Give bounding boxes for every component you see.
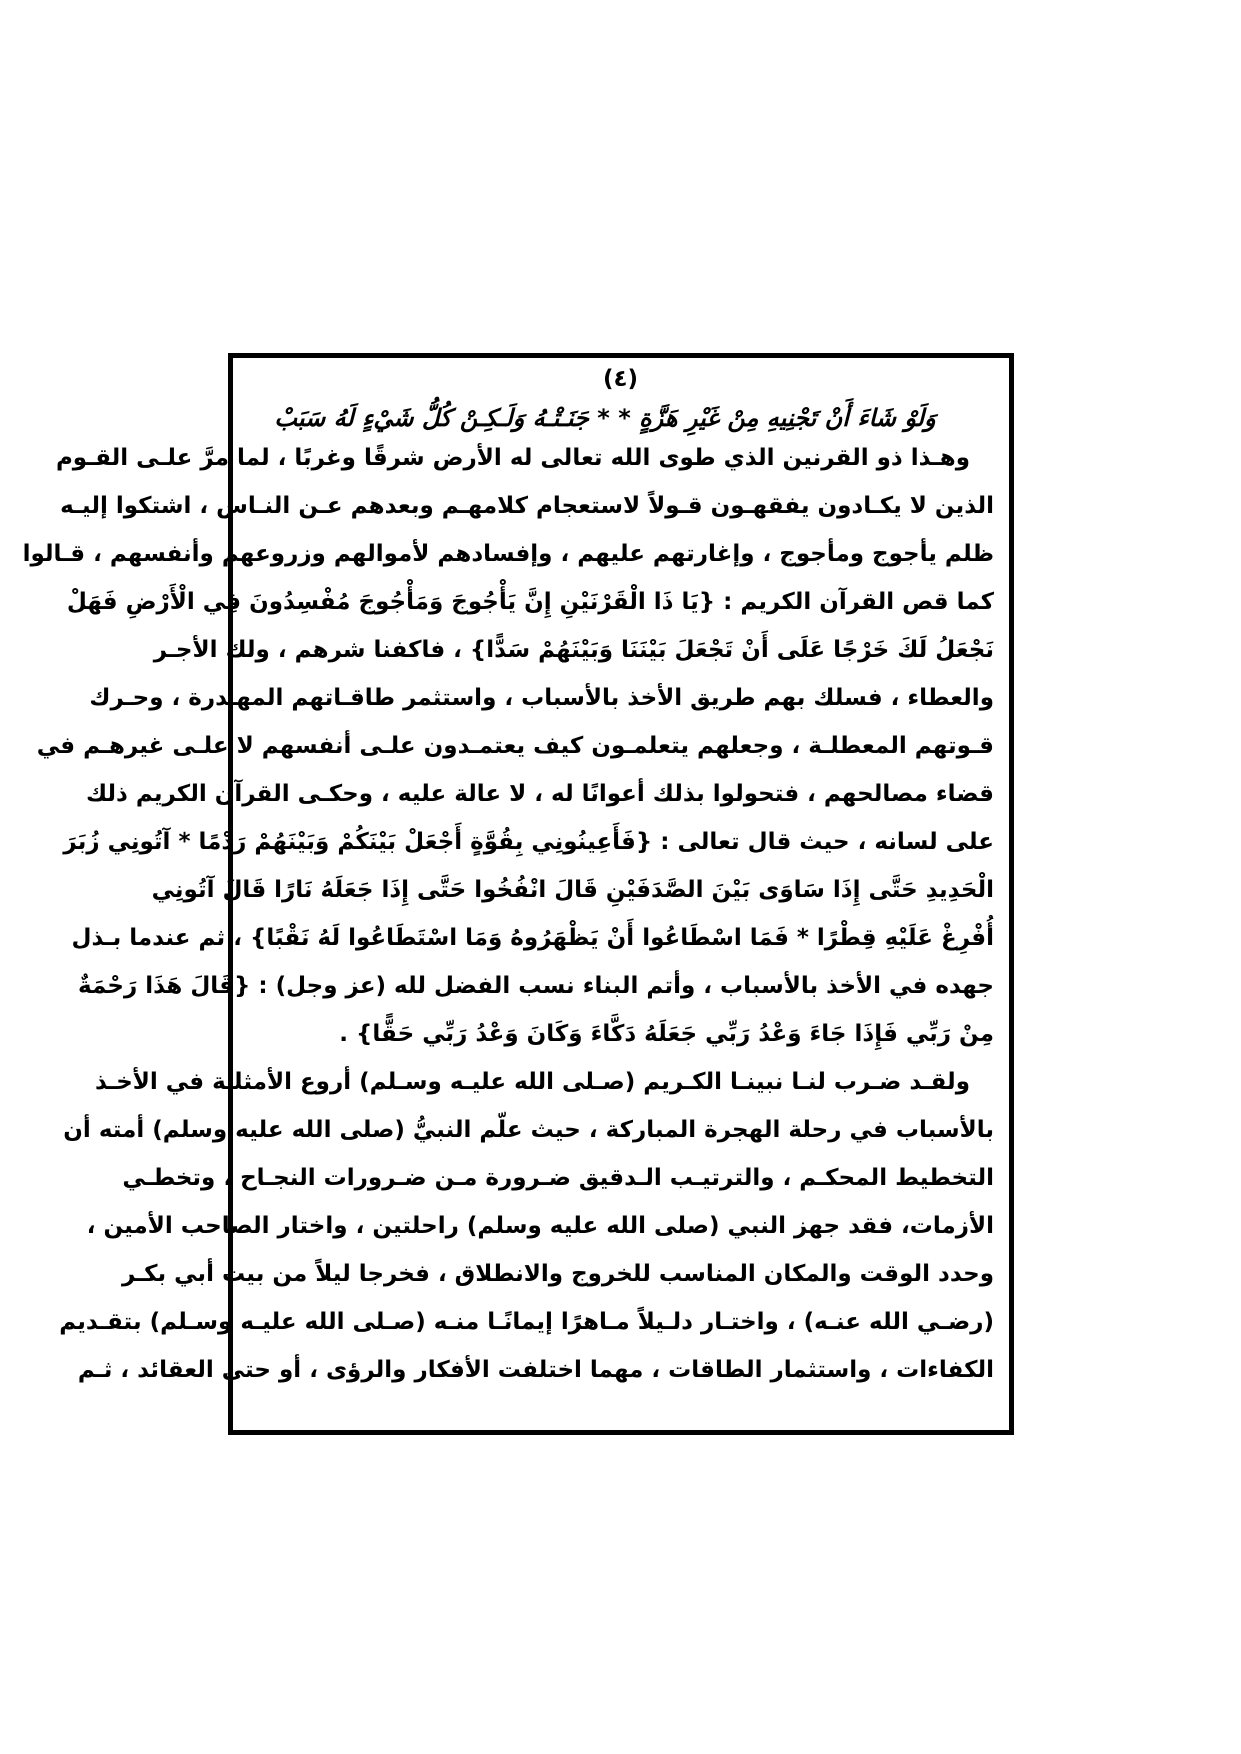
text-line: (رضـي الله عنـه) ، واختـار دلـيلاً مـاهرًا إيمانًـا منـه (صـلى الله عليـه وسـلم) بتقـديم (59, 1309, 994, 1335)
text-line: وحدد الوقت والمكان المناسب للخروج والانطلاق ، فخرجا ليلاً من بيت أبي بكـر (121, 1261, 994, 1287)
text-line: التخطيط المحكـم ، والترتيـب الـدقيق ضـرورة مـن ضـرورات النجـاح ، وتخطـي (122, 1165, 994, 1191)
text-line: كما قص القرآن الكريم : {يَا ذَا الْقَرْنَيْنِ إِنَّ يَأْجُوجَ وَمَأْجُوجَ مُفْسِدُونَ فِي الْأَرْضِ فَهَلْ (66, 589, 994, 615)
text-line: ولقـد ضـرب لنـا نبينـا الكـريم (صـلى الله عليـه وسـلم) أروع الأمثلـة في الأخـذ (95, 1069, 970, 1095)
text-line: الذين لا يكـادون يفقهـون قـولاً لاستعجام كلامهـم وبعدهم عـن النـاس ، اشتكوا إليـه (60, 493, 994, 519)
text-line: ظلم يأجوج ومأجوج ، وإغارتهم عليهم ، وإفسادهم لأموالهم وزروعهم وأنفسهم ، قـالوا (22, 541, 994, 567)
page-number: (٤) (602, 366, 639, 392)
text-line: نَجْعَلُ لَكَ خَرْجًا عَلَى أَنْ تَجْعَلَ بَيْنَنَا وَبَيْنَهُمْ سَدًّا} ، فاكفنا شرهم ، ولك الأجـر (153, 637, 994, 663)
text-line: مِنْ رَبِّي فَإِذَا جَاءَ وَعْدُ رَبِّي جَعَلَهُ دَكَّاءَ وَكَانَ وَعْدُ رَبِّي حَقًّا} . (339, 1021, 994, 1047)
text-line: أُفْرِغْ عَلَيْهِ قِطْرًا * فَمَا اسْطَاعُوا أَنْ يَظْهَرُوهُ وَمَا اسْتَطَاعُوا لَهُ نَقْبًا} ، ثم عندما بـذل (71, 925, 994, 951)
text-line: قضاء مصالحهم ، فتحولوا بذلك أعوانًا له ، لا عالة عليه ، وحكـى القرآن الكريم ذلك (85, 781, 994, 807)
text-line: الأزمات، فقد جهز النبي (صلى الله عليه وسلم) راحلتين ، واختار الصاحب الأمين ، (86, 1213, 994, 1239)
text-line: والعطاء ، فسلك بهم طريق الأخذ بالأسباب ، واستثمر طاقـاتهم المهـدرة ، وحـرك (89, 685, 994, 711)
text-line: الكفاءات ، واستثمار الطاقات ، مهما اختلفت الأفكار والرؤى ، أو حتى العقائد ، ثـم (77, 1357, 994, 1383)
text-line: وهـذا ذو القرنين الذي طوى الله تعالى له الأرض شرقًا وغربًا ، لما مرَّ علـى القـوم (55, 445, 970, 471)
text-line: جهده في الأخذ بالأسباب ، وأتم البناء نسب الفضل لله (عز وجل) : {قَالَ هَذَا رَحْمَةٌ (78, 973, 994, 999)
text-line: على لسانه ، حيث قال تعالى : {فَأَعِينُونِي بِقُوَّةٍ أَجْعَلْ بَيْنَكُمْ وَبَيْنَهُمْ رَدْمًا * آتُونِي زُبَرَ (63, 829, 994, 855)
text-line: الْحَدِيدِ حَتَّى إِذَا سَاوَى بَيْنَ الصَّدَفَيْنِ قَالَ انْفُخُوا حَتَّى إِذَا جَعَلَهُ نَارًا قَالَ آتُونِي (151, 877, 994, 903)
poem-verse: وَلَوْ شَاءَ أَنْ تَجْنِيهِ مِنْ غَيْرِ هَزَّةٍ * * جَنَـتْـهُ وَلَـكِـنْ كُلُّ شَيْءٍ لَهُ سَبَبْ (274, 404, 936, 432)
text-line: بالأسباب في رحلة الهجرة المباركة ، حيث علّم النبيُّ (صلى الله عليه وسلم) أمته أن (63, 1117, 994, 1143)
text-line: قـوتهم المعطلـة ، وجعلهم يتعلمـون كيف يعتمـدون علـى أنفسهم لا علـى غيرهـم في (36, 733, 994, 759)
